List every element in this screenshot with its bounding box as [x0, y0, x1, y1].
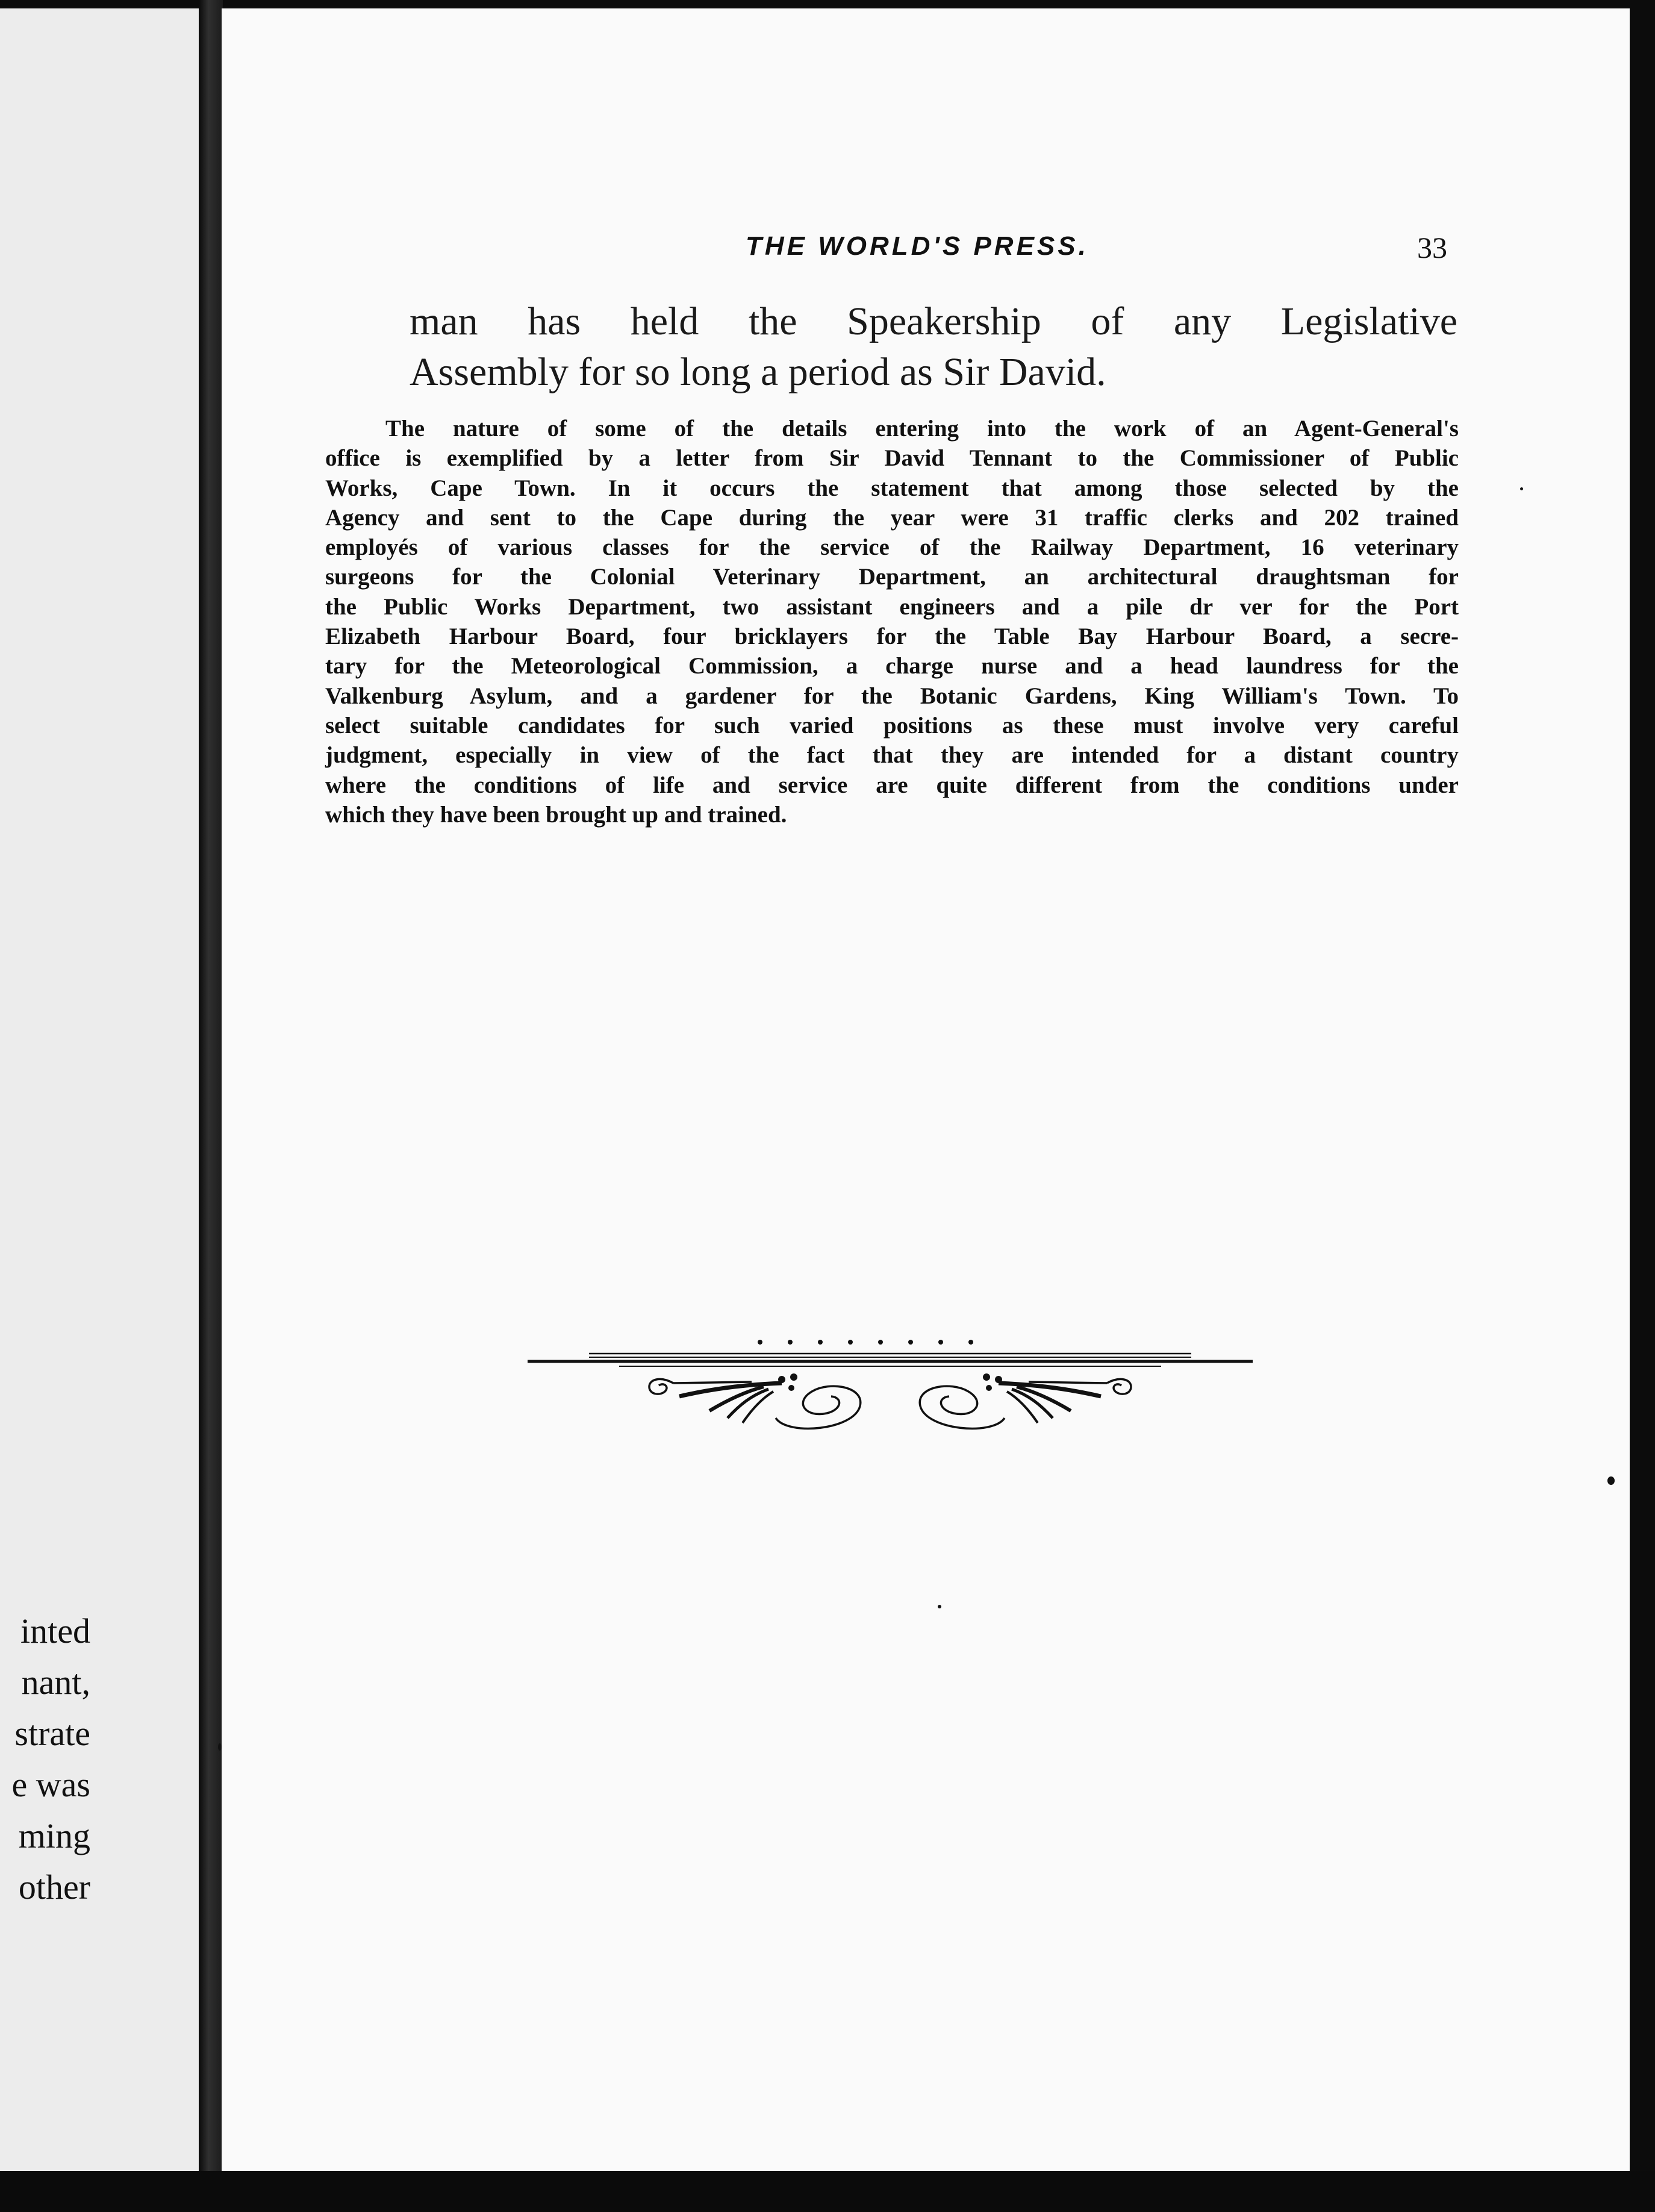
- running-head: [222, 231, 1630, 273]
- body-paragraph: [325, 414, 1459, 830]
- paragraph-line: where the conditions of life and service are quite different from the conditions under: [325, 772, 1459, 798]
- ornament-dots: [758, 1340, 973, 1345]
- paragraph-line: judgment, especially in view of the fact that they are intended for a distant country: [325, 742, 1459, 769]
- paragraph-line: The nature of some of the details entering into the work of an Agent-General's: [385, 416, 1459, 442]
- page-number: 33: [1417, 231, 1447, 264]
- scan-speck: [1607, 1476, 1615, 1485]
- left-page-line: e was: [11, 1765, 90, 1804]
- paragraph-line: Elizabeth Harbour Board, four bricklayers for the Table Bay Harbour Board, a secre-: [325, 623, 1459, 650]
- paragraph-line: Agency and sent to the Cape during the year were 31 traffic clerks and 202 trained: [325, 504, 1459, 531]
- ornament-rules: [528, 1354, 1253, 1366]
- left-page-line: strate: [14, 1714, 90, 1753]
- large-text-line: man has held the Speakership of any Legislative: [410, 299, 1457, 343]
- paragraph-line: tary for the Meteorological Commission, a charge nurse and a head laundress for the: [325, 653, 1459, 680]
- large-text-block: [410, 296, 1457, 398]
- paragraph-line: the Public Works Department, two assistant engineers and a pile dr ver for the Port: [325, 593, 1459, 620]
- paragraph-line: Works, Cape Town. In it occurs the statement that among those selected by the: [325, 475, 1459, 501]
- paragraph-line: select suitable candidates for such varied positions as these must involve very careful: [325, 712, 1459, 739]
- left-facing-page: [0, 8, 199, 2177]
- left-page-line: other: [18, 1867, 90, 1907]
- ornament-scrollwork: [649, 1379, 1131, 1428]
- ornament-center-dots: [778, 1373, 1002, 1391]
- paragraph-line: office is exemplified by a letter from Sir David Tennant to the Commissioner of Public: [325, 445, 1459, 472]
- scan-border: [0, 2171, 1655, 2212]
- scan-speck: [938, 1605, 941, 1608]
- large-text-line: Assembly for so long a period as Sir David.: [410, 350, 1106, 394]
- left-page-line: nant,: [21, 1663, 90, 1702]
- tailpiece-ornament: [499, 1334, 1282, 1442]
- paragraph-line: surgeons for the Colonial Veterinary Department, an architectural draughtsman for: [325, 564, 1459, 590]
- scan-speck: [218, 1743, 222, 1751]
- paragraph-line: which they have been brought up and trained.: [325, 801, 787, 828]
- scan-speck: [1520, 487, 1523, 490]
- book-gutter: [199, 0, 223, 2212]
- paragraph-line: Valkenburg Asylum, and a gardener for the Botanic Gardens, King William's Town. To: [325, 683, 1459, 709]
- running-title: THE WORLD'S PRESS.: [746, 231, 1089, 261]
- left-page-line: inted: [20, 1611, 90, 1651]
- left-page-line: ming: [18, 1816, 90, 1855]
- main-page: [222, 8, 1630, 2171]
- paragraph-line: employés of various classes for the service of the Railway Department, 16 veterinary: [325, 534, 1459, 561]
